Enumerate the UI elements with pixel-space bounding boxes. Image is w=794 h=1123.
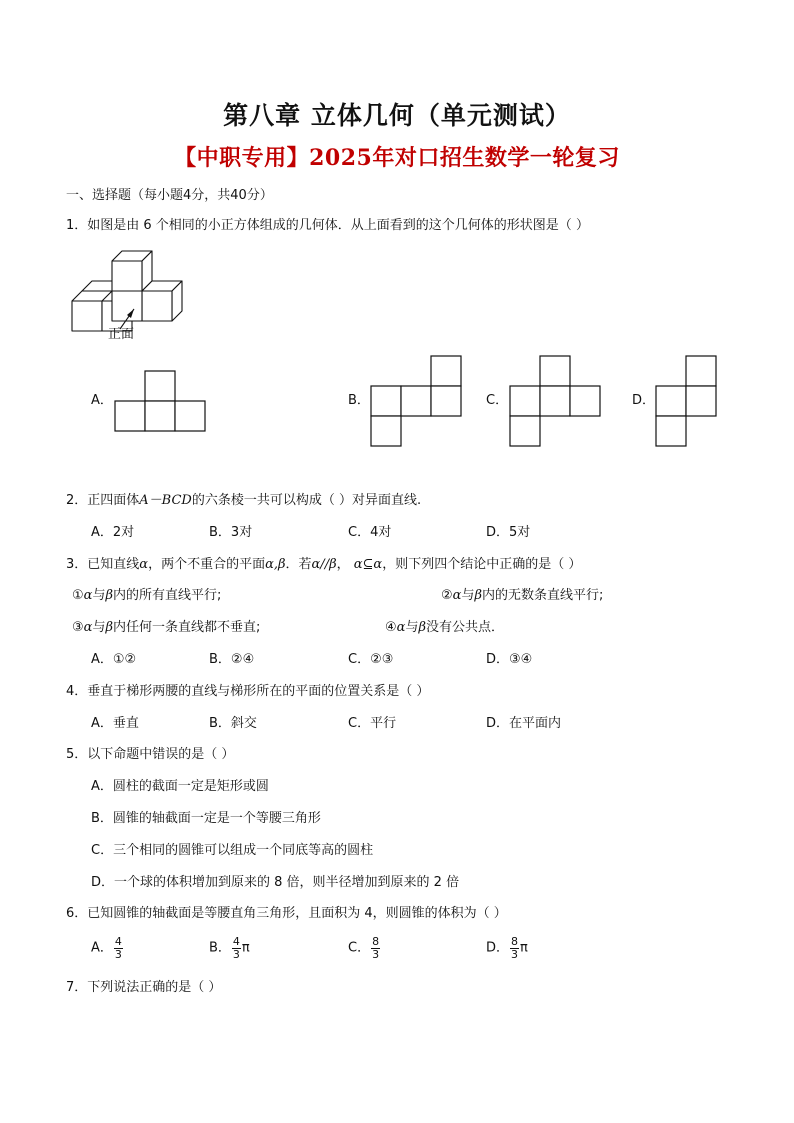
q3-s2-num: ② <box>441 588 453 603</box>
q3-planes-symbol: α,β <box>265 557 286 572</box>
q1-option-a-figure <box>115 370 207 432</box>
q6-option-b-label: B． <box>209 940 231 956</box>
q4-option-d: D．在平面内 <box>486 716 562 731</box>
q6-option-b-denominator: 3 <box>232 948 240 961</box>
q3-s4-beta: β <box>418 620 426 635</box>
q5-option-b: B．圆锥的轴截面一定是一个等腰三角形 <box>91 811 321 826</box>
page-title: 第八章 立体几何（单元测试） <box>223 101 571 130</box>
q3-stem-part1: 3．已知直线 <box>66 557 140 572</box>
q6-option-b-pi: π <box>241 940 250 956</box>
q5-option-d: D．一个球的体积增加到原来的 8 倍，则半径增加到原来的 2 倍 <box>91 875 460 890</box>
q3-s2-mid: 与 <box>461 588 475 603</box>
q4-option-b: B．斜交 <box>209 716 257 731</box>
q3-s3-mid: 与 <box>92 620 106 635</box>
q1-option-d-figure <box>656 355 718 447</box>
q3-option-d: D．③④ <box>486 652 533 667</box>
q6-option-b-fraction <box>232 936 241 961</box>
q5-option-a: A．圆柱的截面一定是矩形或圆 <box>91 779 269 794</box>
q3-s3-end: 内任何一条直线都不垂直; <box>112 620 261 635</box>
q6-option-d-pi: π <box>520 940 528 956</box>
q3-stem-part3: ．若 <box>285 557 312 572</box>
q3-parallel-symbol: α//β <box>311 557 337 572</box>
q3-s4-end: 没有公共点． <box>425 620 504 635</box>
q2-stem-post: 的六条棱一共可以构成（ ）对异面直线. <box>191 493 422 508</box>
q3-s2-alpha: α <box>452 588 462 603</box>
q1-option-c-figure <box>510 355 602 447</box>
q3-option-a: A．①② <box>91 652 137 667</box>
q6-option-c-denominator: 3 <box>372 948 380 961</box>
q3-s3-alpha: α <box>83 620 93 635</box>
q2-option-d: D．5对 <box>486 525 531 540</box>
q6-option-c-fraction <box>371 936 380 961</box>
q3-s1-alpha: α <box>83 588 93 603</box>
q3-s4-alpha: α <box>396 620 406 635</box>
q6-option-a <box>91 936 124 961</box>
q3-s1-beta: β <box>105 588 113 603</box>
q1-option-b-figure <box>371 355 463 447</box>
q3-option-c: C．②③ <box>348 652 394 667</box>
q2-option-b: B．3对 <box>209 525 253 540</box>
q3-s4-mid: 与 <box>405 620 419 635</box>
q6-option-a-label: A． <box>91 940 113 956</box>
page-subtitle: 【中职专用】2025年对口招生数学一轮复习 <box>174 145 620 171</box>
q6-option-d-numerator: 8 <box>511 935 519 948</box>
q3-line-symbol: α <box>139 557 149 572</box>
q5-option-c: C．三个相同的圆锥可以组成一个同底等高的圆柱 <box>91 843 374 858</box>
q3-statement-3 <box>72 620 260 636</box>
q3-s4-num: ④ <box>385 620 397 635</box>
q3-statement-1 <box>72 588 221 604</box>
q6-option-a-denominator: 3 <box>114 948 122 961</box>
q3-s1-num: ① <box>72 588 84 603</box>
q3-s3-num: ③ <box>72 620 84 635</box>
q1-option-a-label: A． <box>91 393 113 408</box>
q6-stem: 6．已知圆锥的轴截面是等腰直角三角形，且面积为 4，则圆锥的体积为（ ） <box>66 906 507 921</box>
q4-stem: 4．垂直于梯形两腰的直线与梯形所在的平面的位置关系是（ ） <box>66 684 430 699</box>
q3-stem-part2: ，两个不重合的平面 <box>148 557 266 572</box>
q6-option-d-label: D． <box>486 940 510 956</box>
q6-option-d-denominator: 3 <box>511 948 519 961</box>
q6-option-d <box>486 936 528 961</box>
q1-option-d-label: D． <box>632 393 656 408</box>
q4-option-a: A．垂直 <box>91 716 139 731</box>
q1-option-b-label: B． <box>348 393 370 408</box>
q3-s2-beta: β <box>474 588 482 603</box>
q3-s1-mid: 与 <box>92 588 106 603</box>
q2-stem-pre: 2．正四面体 <box>66 493 140 508</box>
q5-stem: 5．以下命题中错误的是（ ） <box>66 747 235 762</box>
q1-option-c-label: C． <box>486 393 509 408</box>
q6-option-c-label: C． <box>348 940 371 956</box>
q3-statement-2 <box>441 588 603 604</box>
q6-option-c-numerator: 8 <box>372 935 380 948</box>
q6-option-b <box>209 936 250 961</box>
q2-stem <box>66 493 421 509</box>
q3-option-b: B．②④ <box>209 652 255 667</box>
q2-option-a: A．2对 <box>91 525 135 540</box>
q6-option-d-fraction <box>510 936 519 961</box>
q7-stem: 7．下列说法正确的是（ ） <box>66 980 222 995</box>
q3-s1-end: 内的所有直线平行; <box>112 588 222 603</box>
q6-option-b-numerator: 4 <box>232 935 240 948</box>
q3-s2-end: 内的无数条直线平行; <box>481 588 604 603</box>
q3-stem: 3．已知直线α，两个不重合的平面α,β．若α//β， α⊆α，则下列四个结论中正确的是（ ） <box>66 557 582 572</box>
q4-option-c: C．平行 <box>348 716 397 731</box>
q2-stem-math: A－BCD <box>139 493 192 508</box>
q1-stem: 1．如图是由 6 个相同的小正方体组成的几何体．从上面看到的这个几何体的形状图是（ ） <box>66 218 589 233</box>
q3-subset-symbol: α⊆α <box>353 557 383 572</box>
q6-option-a-numerator: 4 <box>114 935 122 948</box>
q6-option-c <box>348 936 381 961</box>
q3-s3-beta: β <box>105 620 113 635</box>
q6-option-a-fraction <box>114 936 123 961</box>
q3-statement-4 <box>385 620 504 636</box>
q2-option-c: C．4对 <box>348 525 392 540</box>
q1-front-label: 正面 <box>108 327 135 342</box>
q3-stem-part4: ，则下列四个结论中正确的是（ ） <box>382 557 582 572</box>
section-heading: 一、选择题（每小题4分，共40分） <box>66 188 273 203</box>
